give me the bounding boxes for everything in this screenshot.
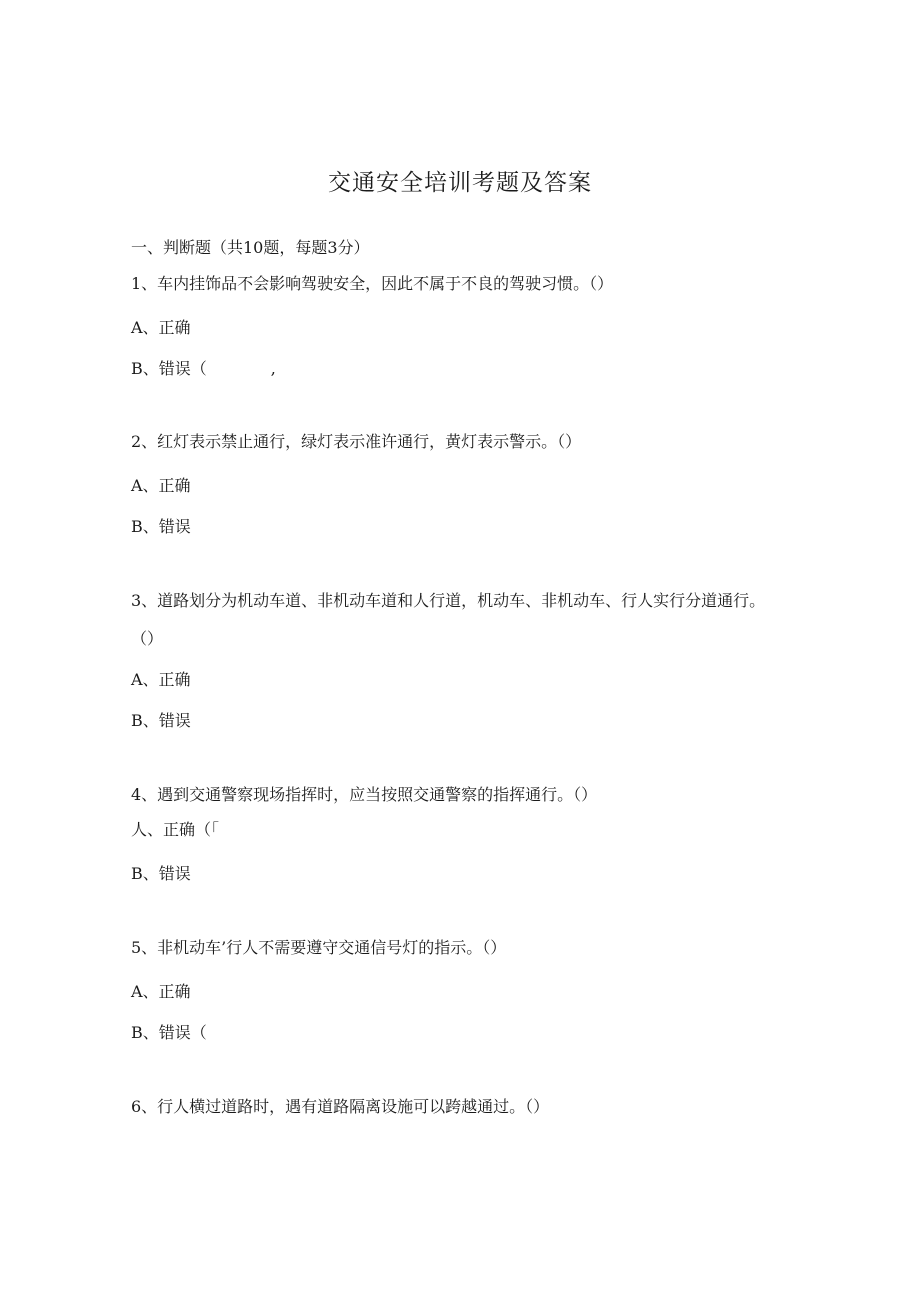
question-3-option-a: A、正确: [131, 670, 191, 689]
question-1-option-b: B、错误（ ,: [131, 359, 276, 378]
question-5-option-b: B、错误（: [131, 1023, 207, 1042]
document-title: 交通安全培训考题及答案: [328, 170, 592, 196]
question-5-option-a: A、正确: [131, 982, 191, 1001]
question-2-text: 2、红灯表示禁止通行，绿灯表示准许通行，黄灯表示警示。（）: [131, 432, 582, 451]
question-2-option-a: A、正确: [131, 476, 191, 495]
question-2-option-b: B、错误: [131, 517, 191, 536]
question-6-text: 6、行人横过道路时，遇有道路隔离设施可以跨越通过。（）: [131, 1097, 550, 1116]
question-4-option-a: 人、正确（「: [131, 820, 220, 839]
question-4-text: 4、遇到交通警察现场指挥时，应当按照交通警察的指挥通行。（）: [131, 785, 598, 804]
section-heading: 一、判断题（共10题，每题3分）: [131, 238, 370, 257]
question-5-text: 5、非机动车’行人不需要遵守交通信号灯的指示。（）: [131, 938, 507, 957]
question-1-text: 1、车内挂饰品不会影响驾驶安全，因此不属于不良的驾驶习惯。（）: [131, 274, 614, 293]
question-4-option-b: B、错误: [131, 864, 191, 883]
question-1-option-a: A、正确: [131, 318, 191, 337]
question-3-text: 3、道路划分为机动车道、非机动车道和人行道，机动车、非机动车、行人实行分道通行。（）: [131, 591, 766, 648]
question-3-option-b: B、错误: [131, 711, 191, 730]
